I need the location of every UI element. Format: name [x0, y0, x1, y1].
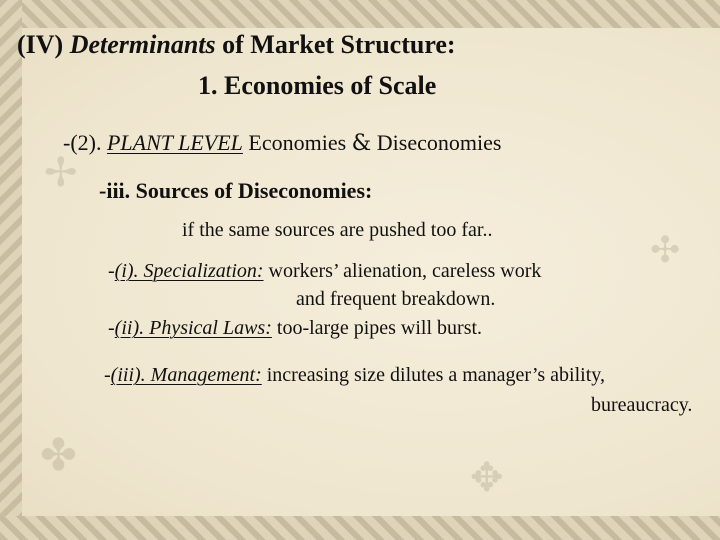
item-prefix: -	[104, 364, 111, 386]
item-prefix: -	[108, 260, 115, 282]
ampersand: &	[351, 131, 372, 156]
title-rest: of Market Structure:	[222, 30, 456, 59]
title-paren: (IV)	[17, 30, 64, 59]
item-prefix: -	[108, 317, 115, 339]
item-label: (iii). Management:	[110, 364, 262, 386]
decorative-glyph-icon: ✤	[40, 430, 77, 481]
decorative-glyph-icon: ✣	[650, 230, 681, 271]
decorative-border-top	[0, 0, 720, 28]
section-heading	[63, 130, 501, 156]
list-item-physical-laws	[108, 317, 482, 340]
item-text: increasing size dilutes a manager’s ability,	[266, 364, 605, 386]
decorative-glyph-icon: ✥	[470, 455, 504, 501]
economies-label: Economies	[248, 130, 347, 155]
list-item-continuation: bureaucracy.	[591, 394, 693, 416]
item-text: too-large pipes will burst.	[276, 317, 483, 339]
section-prefix: -(2).	[63, 130, 102, 155]
item-text: workers’ alienation, careless work	[268, 260, 542, 282]
plant-level-label: PLANT LEVEL	[106, 130, 243, 155]
list-item-specialization	[108, 260, 541, 283]
decorative-glyph-icon: ✢	[44, 150, 78, 196]
list-item-management	[104, 364, 605, 387]
item-label: (ii). Physical Laws:	[114, 317, 272, 339]
sources-heading: -iii. Sources of Diseconomies:	[99, 178, 373, 203]
item-label: (i). Specialization:	[114, 260, 264, 282]
title-italic-word: Determinants	[69, 30, 216, 59]
diseconomies-label: Diseconomies	[376, 130, 502, 155]
decorative-border-left	[0, 0, 22, 540]
page-subtitle: 1. Economies of Scale	[198, 71, 437, 100]
intro-text: if the same sources are pushed too far..	[182, 219, 493, 241]
page-title	[17, 30, 456, 60]
list-item-continuation: and frequent breakdown.	[296, 288, 496, 310]
decorative-border-bottom	[0, 516, 720, 540]
